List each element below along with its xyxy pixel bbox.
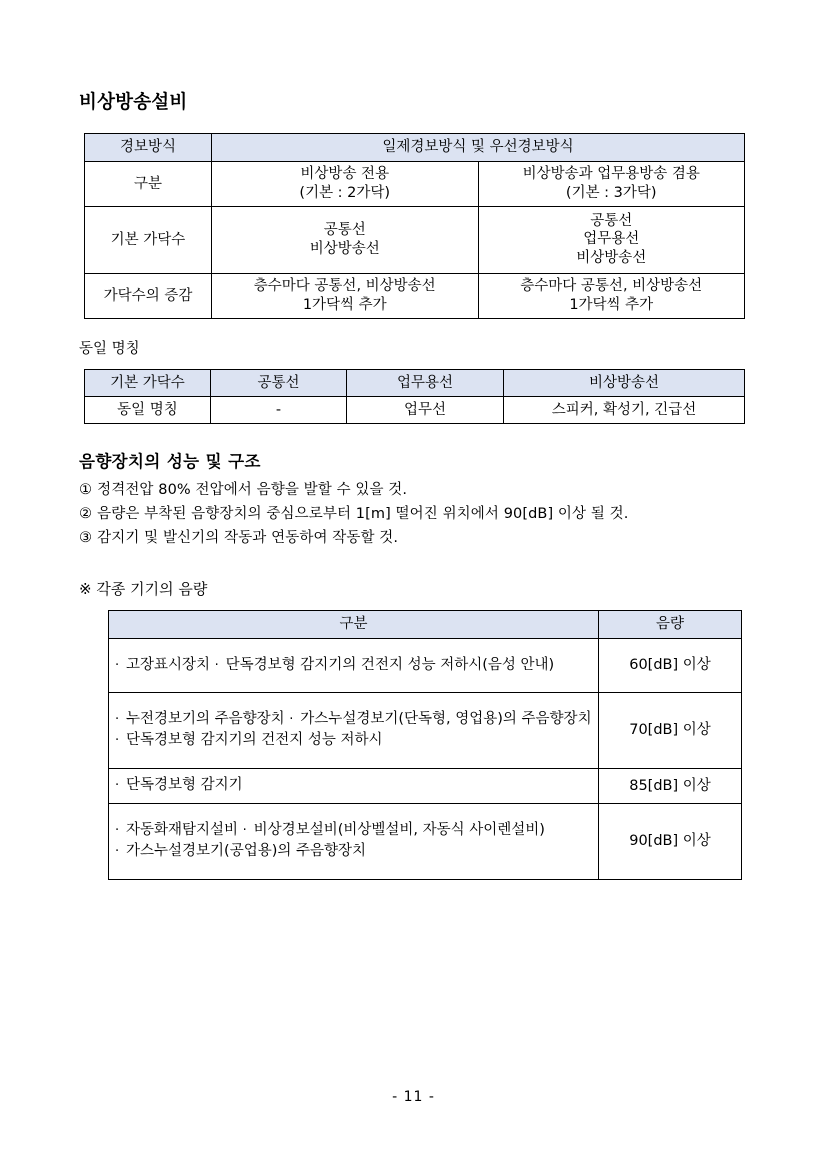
list-item: · 누전경보기의 주음향장치 (115, 711, 285, 727)
list-item-number: ③ (79, 530, 93, 546)
table-row (85, 162, 745, 207)
cell-base-strand-only: 공통선 비상방송선 (212, 207, 479, 274)
bullet-icon: · (214, 657, 219, 673)
bullet-icon: · (289, 712, 294, 728)
list-item: · 비상경보설비(비상벨설비, 자동식 사이렌설비) (243, 822, 545, 838)
cell-base-strand-combined: 공통선 업무용선 비상방송선 (478, 207, 745, 274)
cell-same-name-business: 업무선 (347, 397, 504, 424)
list-item-number: ② (79, 506, 93, 522)
performance-heading: 음향장치의 성능 및 구조 (79, 452, 261, 471)
bullet-icon: · (115, 823, 120, 839)
cell-volume-value: 60[dB] 이상 (599, 639, 742, 693)
row-label-strand-increase: 가닥수의 증감 (85, 274, 212, 319)
header-cell-volume: 음량 (599, 611, 742, 639)
table-row (85, 274, 745, 319)
list-item: · 단독경보형 감지기의 건전지 성능 저하시 (115, 732, 383, 748)
list-item-number: ① (79, 482, 93, 498)
table-row (109, 693, 742, 769)
table-row (109, 639, 742, 693)
cell-volume-value: 90[dB] 이상 (599, 804, 742, 880)
cell-device-list (109, 769, 599, 804)
same-name-caption: 동일 명칭 (79, 341, 140, 357)
table-row (109, 804, 742, 880)
list-item: · 가스누설경보기(단독형, 영업용)의 주음향장치 (289, 711, 591, 727)
cell-device-list (109, 804, 599, 880)
list-item: · 단독경보형 감지기의 건전지 성능 저하시(음성 안내) (215, 657, 555, 673)
page-number: - 11 - (392, 1089, 435, 1105)
header-cell-business-line: 업무용선 (347, 370, 504, 397)
list-item-text: 감지기 및 발신기의 작동과 연동하여 작동할 것. (97, 530, 399, 546)
bullet-icon: · (115, 712, 120, 728)
list-item-text: 정격전압 80% 전압에서 음향을 발할 수 있을 것. (97, 482, 408, 498)
list-item (79, 478, 407, 499)
device-volume-table (108, 610, 742, 880)
row-label-division: 구분 (85, 162, 212, 207)
list-item: · 고장표시장치 (115, 657, 210, 673)
list-item-text: 음량은 부착된 음향장치의 중심으로부터 1[m] 떨어진 위치에서 90[dB] 이상 될 것. (97, 506, 629, 522)
cell-broadcast-combined: 비상방송과 업무용방송 겸용 (기본 : 3가닥) (478, 162, 745, 207)
header-cell-alarm-method: 경보방식 (85, 134, 212, 162)
header-cell-division: 구분 (109, 611, 599, 639)
cell-same-name-common: - (211, 397, 347, 424)
cell-volume-value: 70[dB] 이상 (599, 693, 742, 769)
row-label-base-strand-count: 기본 가닥수 (85, 207, 212, 274)
table-header-row (109, 611, 742, 639)
cell-increase-only: 층수마다 공통선, 비상방송선 1가닥씩 추가 (212, 274, 479, 319)
header-cell-common-line: 공통선 (211, 370, 347, 397)
list-item: · 단독경보형 감지기 (115, 777, 243, 793)
table-row (85, 207, 745, 274)
cell-same-name-label: 동일 명칭 (85, 397, 211, 424)
cell-increase-combined: 층수마다 공통선, 비상방송선 1가닥씩 추가 (478, 274, 745, 319)
table-header-row (85, 370, 745, 397)
cell-same-name-emergency: 스피커, 확성기, 긴급선 (504, 397, 745, 424)
bullet-icon: · (115, 778, 120, 794)
list-item (79, 502, 628, 523)
bullet-icon: · (242, 823, 247, 839)
cell-device-list (109, 693, 599, 769)
bullet-icon: · (115, 844, 120, 859)
same-name-table (84, 369, 745, 424)
volume-section-caption: ※ 각종 기기의 음량 (79, 580, 208, 598)
header-cell-method-types: 일제경보방식 및 우선경보방식 (212, 134, 745, 162)
table-row (85, 397, 745, 424)
list-item: · 가스누설경보기(공업용)의 주음향장치 (115, 843, 366, 859)
bullet-icon: · (115, 657, 120, 673)
header-cell-emergency-line: 비상방송선 (504, 370, 745, 397)
cell-broadcast-only: 비상방송 전용 (기본 : 2가닥) (212, 162, 479, 207)
list-item: · 자동화재탐지설비 (115, 822, 238, 838)
list-item (79, 526, 398, 547)
header-cell-base-strand: 기본 가닥수 (85, 370, 211, 397)
table-header-row (85, 134, 745, 162)
bullet-icon: · (115, 733, 120, 748)
alarm-method-table (84, 133, 745, 319)
table-row (109, 769, 742, 804)
cell-device-list (109, 639, 599, 693)
cell-volume-value: 85[dB] 이상 (599, 769, 742, 804)
page-title: 비상방송설비 (79, 92, 188, 113)
